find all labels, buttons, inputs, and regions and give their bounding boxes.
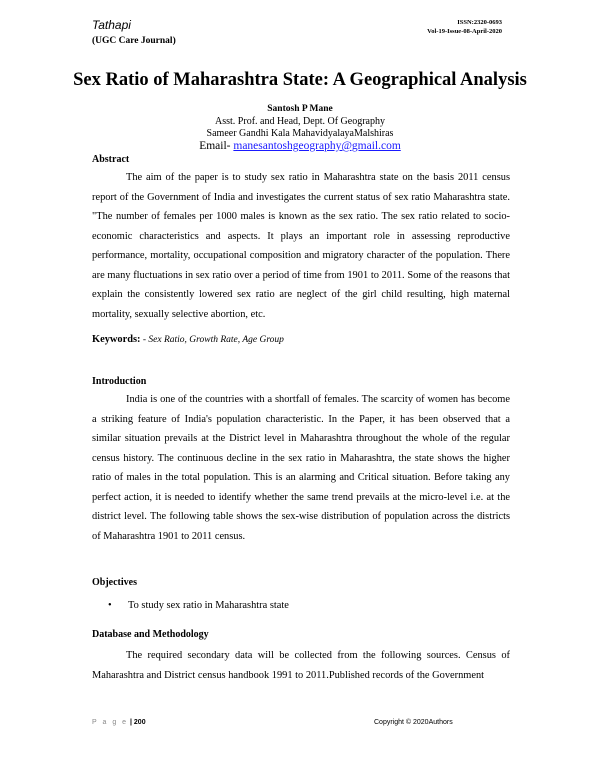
journal-name: Tathapi — [92, 18, 131, 32]
abstract-heading: Abstract — [92, 154, 130, 165]
keywords-value: - Sex Ratio, Growth Rate, Age Group — [140, 335, 284, 345]
page-label: P a g e — [92, 719, 129, 726]
email-link[interactable]: manesantoshgeography@gmail.com — [233, 140, 401, 152]
methodology-heading: Database and Methodology — [92, 629, 209, 640]
methodology-text: The required secondary data will be collected from the following sources. Census of Maharashtra and District census handbook 1991 to 2011.Published records of the Government — [92, 650, 510, 681]
affiliation-department: Asst. Prof. and Head, Dept. Of Geography — [215, 116, 385, 127]
keywords-label: Keywords: — [92, 334, 141, 345]
copyright-notice: Copyright © 2020Authors — [374, 719, 453, 726]
affiliation-college: Sameer Gandhi Kala MahavidyalayaMalshiras — [206, 128, 394, 139]
issn-block — [427, 18, 502, 36]
abstract-text: The aim of the paper is to study sex ratio in Maharashtra state on the basis 2011 census report of the Government of India and investigates the current status of sex ratio Maharashtra state. "The number of females per 1000 males is known as the sex ratio. The sex ratio related to socio-economic characteristics and aspects. It plays an important role in assessing reproductive performance, mortality, occupational composition and migratory character of the population. There are many fluctuations in sex ratio over a period of time from 1901 to 2011. Some of the reasons that explain the consistently lowered sex ratio are neglect of the girl child resulting, high maternal mortality, sexually selective abortion, etc. — [92, 172, 510, 320]
methodology-paragraph — [92, 646, 510, 685]
objective-item — [108, 600, 289, 611]
keywords-line — [92, 334, 284, 345]
issn-number: ISSN:2320-0693 — [457, 19, 502, 26]
ugc-care-label: (UGC Care Journal) — [92, 36, 176, 46]
introduction-text: India is one of the countries with a shortfall of females. The scarcity of women has become a striking feature of India's population characteristic. In the Paper, it has been observed that a similar situation prevails at the District level in Maharashtra throughout the whole of the regular census history. The continuous decline in the sex ratio in Maharashtra, the state shows the higher ratio of males in the total population. This is an alarming and Critical situation. Before taking any perfect action, it is needed to identify whether the same trend prevails at the micro-level i.e. at the district level. The following table shows the sex-wise distribution of population across the districts of Maharashtra 1901 to 2011 census. — [92, 394, 510, 542]
page-number: | 200 — [130, 719, 146, 726]
introduction-paragraph — [92, 390, 510, 546]
abstract-paragraph — [92, 168, 510, 324]
bullet-icon: • — [108, 600, 112, 611]
objectives-heading: Objectives — [92, 577, 137, 588]
page-footer — [92, 719, 146, 726]
introduction-heading: Introduction — [92, 376, 147, 387]
author-name: Santosh P Mane — [267, 104, 333, 114]
email-line — [0, 140, 600, 152]
objective-text: To study sex ratio in Maharashtra state — [128, 600, 289, 611]
volume-issue: Vol-19-Issue-08-April-2020 — [427, 28, 502, 35]
paper-title: Sex Ratio of Maharashtra State: A Geographical Analysis — [73, 70, 527, 90]
email-label: Email- — [199, 140, 231, 152]
